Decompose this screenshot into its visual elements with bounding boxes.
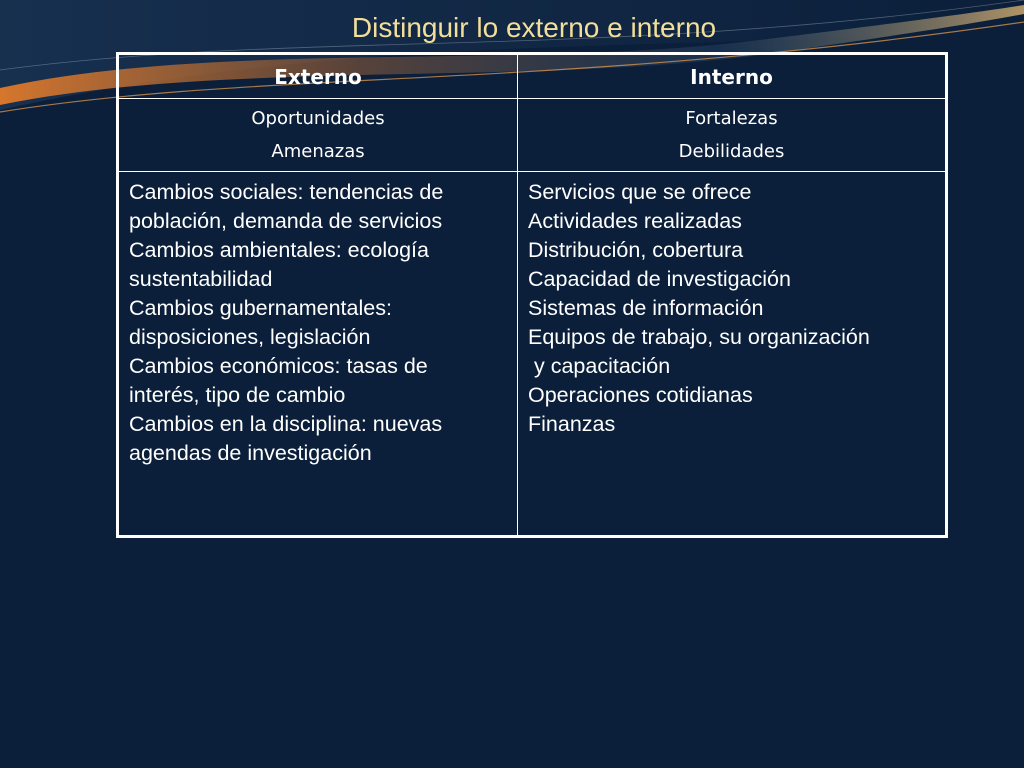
externo-line: sustentabilidad (129, 267, 273, 291)
interno-line: Actividades realizadas (528, 209, 742, 233)
interno-line: Sistemas de información (528, 296, 764, 320)
externo-line: interés, tipo de cambio (129, 383, 346, 407)
externo-line: Cambios en la disciplina: nuevas (129, 412, 443, 436)
header-interno: Interno (518, 54, 947, 99)
subheader-fortalezas: Fortalezas (685, 108, 778, 129)
subheader-amenazas: Amenazas (271, 141, 365, 162)
interno-line: Finanzas (528, 412, 616, 436)
interno-cell (518, 172, 947, 537)
subheader-debilidades: Debilidades (678, 141, 785, 162)
header-externo: Externo (118, 54, 518, 99)
externo-line: agendas de investigación (129, 441, 372, 465)
subheader-externo (118, 99, 518, 172)
externo-line: Cambios económicos: tasas de (129, 354, 428, 378)
subheader-interno (518, 99, 947, 172)
externo-line: disposiciones, legislación (129, 325, 371, 349)
externo-cell (118, 172, 518, 537)
externo-line: Cambios sociales: tendencias de (129, 180, 444, 204)
interno-line: Capacidad de investigación (528, 267, 791, 291)
subheader-oportunidades: Oportunidades (251, 108, 385, 129)
interno-line: y capacitación (528, 354, 671, 378)
externo-line: Cambios ambientales: ecología (129, 238, 429, 262)
slide-title: Distinguir lo externo e interno (351, 12, 717, 43)
interno-line: Distribución, cobertura (528, 238, 744, 262)
interno-line: Equipos de trabajo, su organización (528, 325, 870, 349)
subheader-row (118, 99, 947, 172)
interno-line: Operaciones cotidianas (528, 383, 753, 407)
comparison-table (116, 52, 948, 538)
externo-line: población, demanda de servicios (129, 209, 443, 233)
externo-line: Cambios gubernamentales: (129, 296, 392, 320)
body-row (118, 172, 947, 537)
interno-line: Servicios que se ofrece (528, 180, 752, 204)
header-row (118, 54, 947, 99)
